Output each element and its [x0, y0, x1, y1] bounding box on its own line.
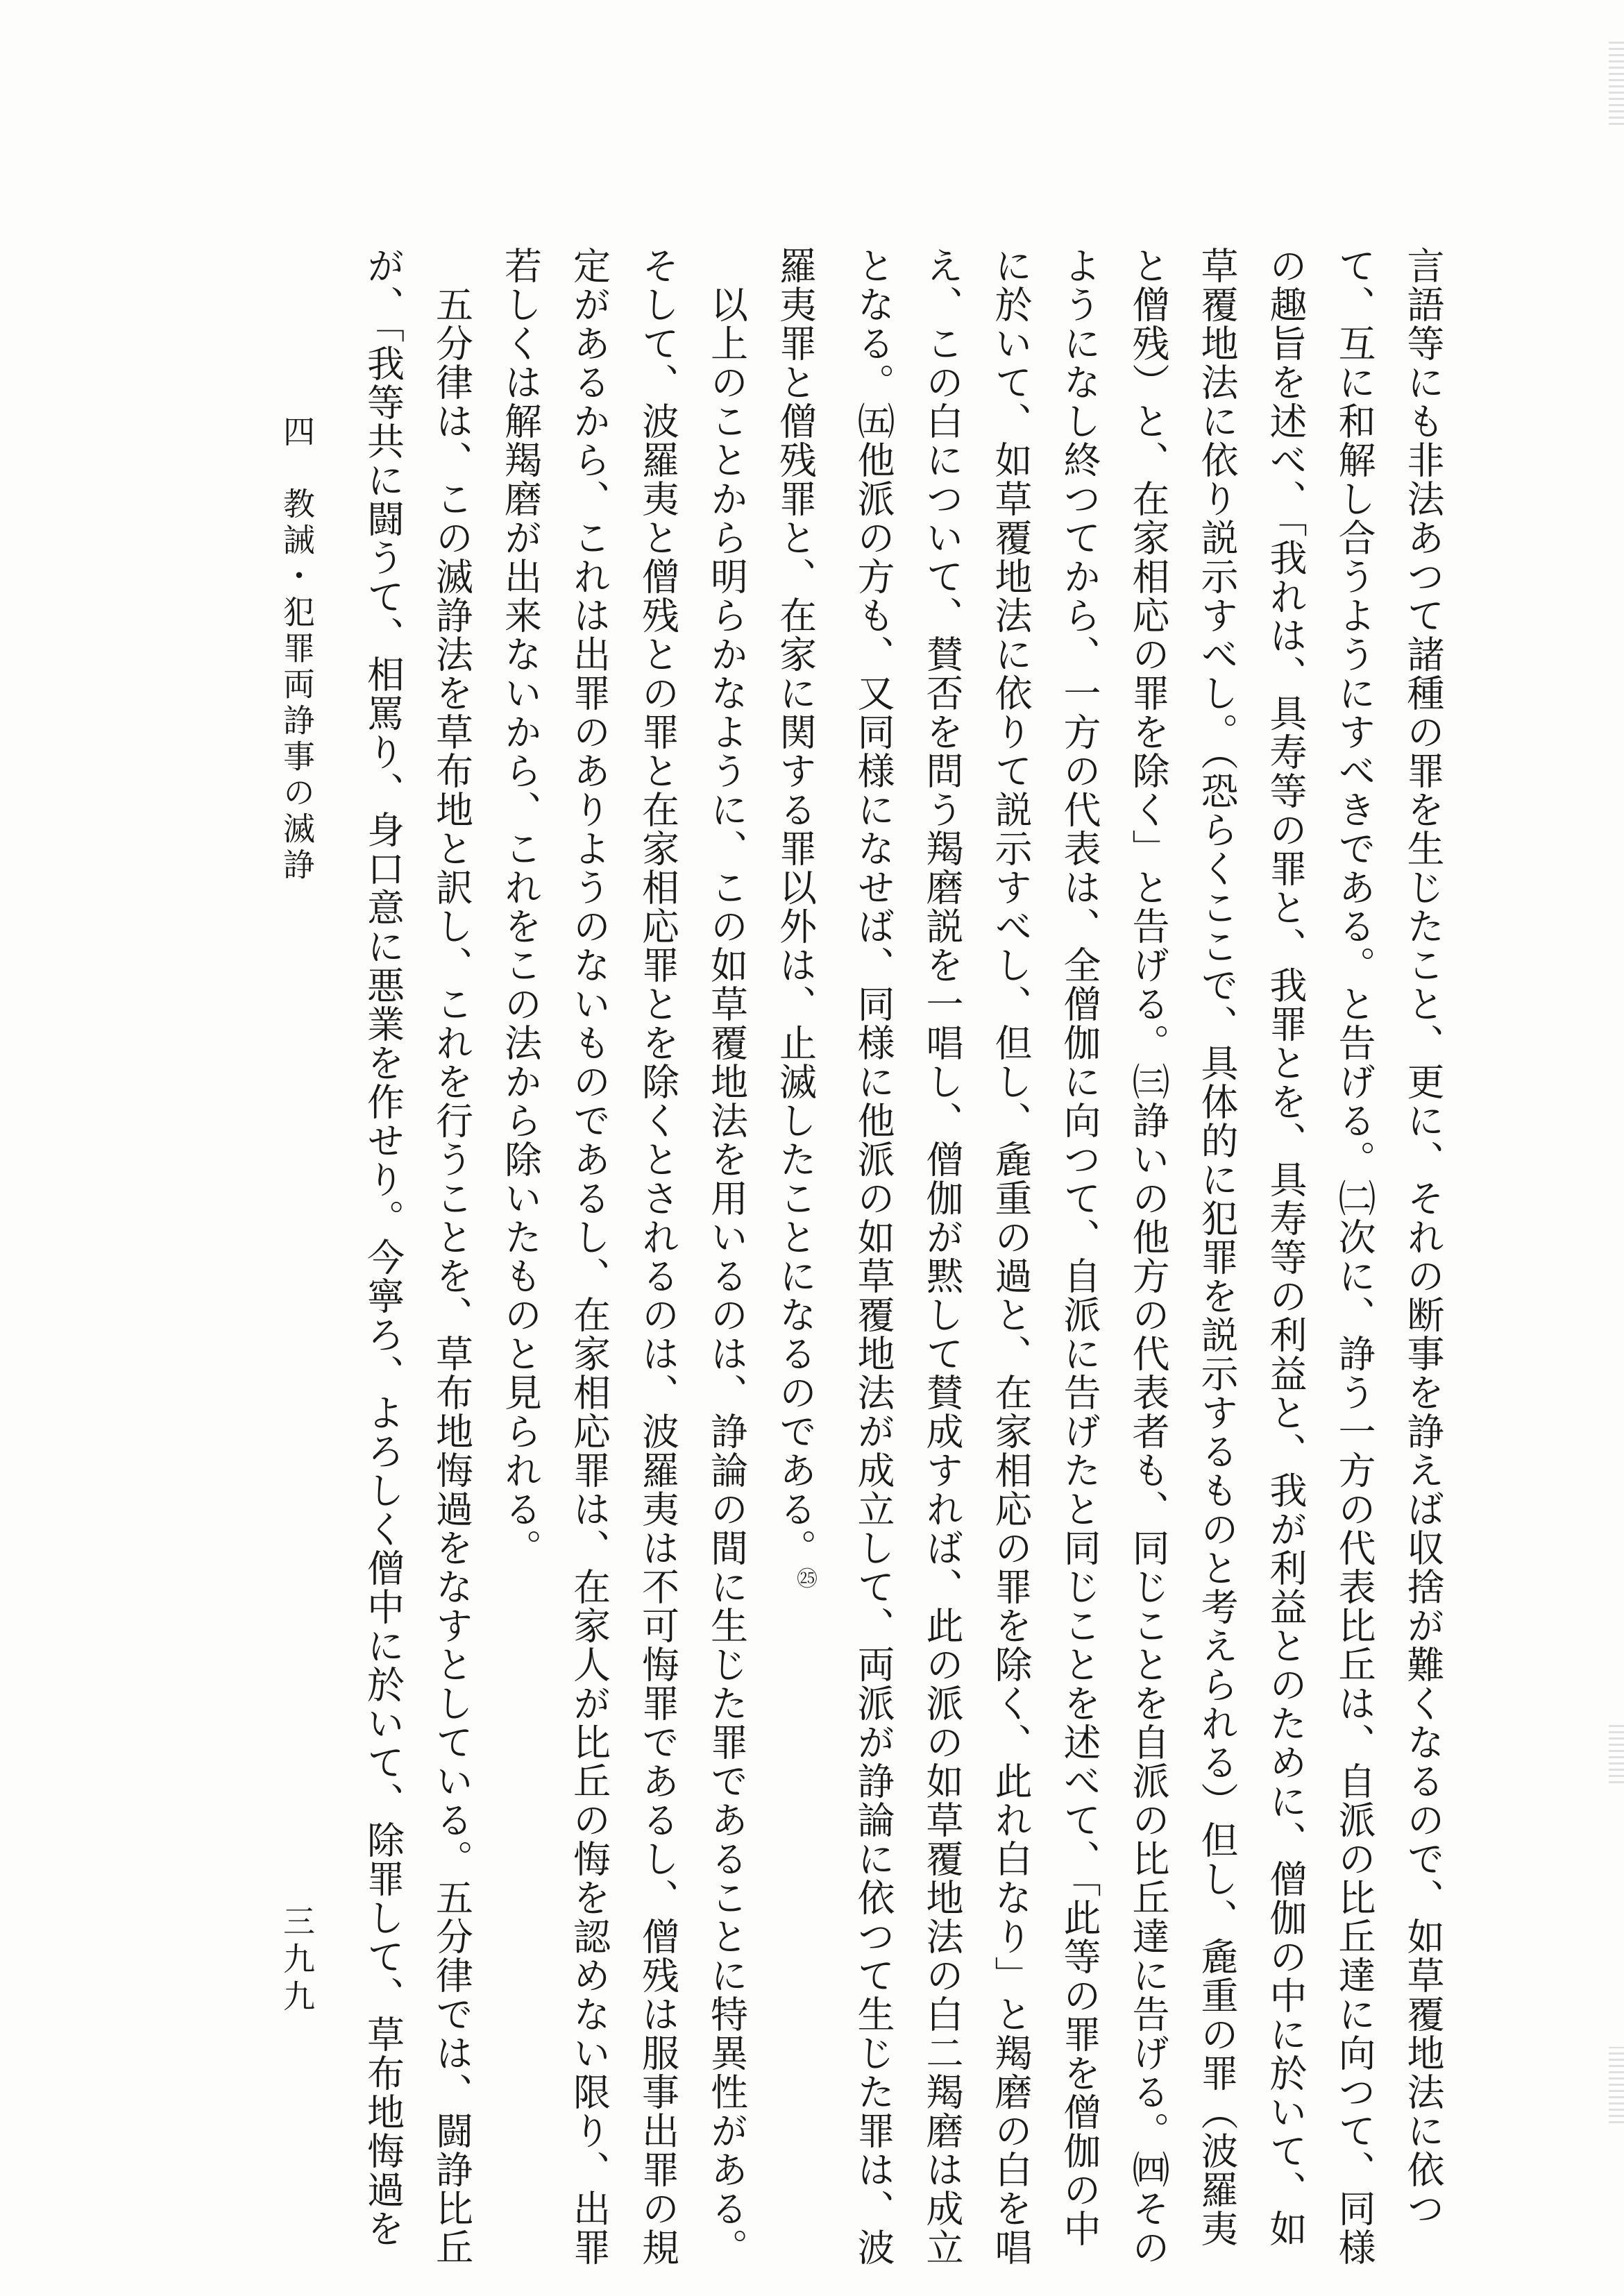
column-text: 草覆地法に依り説示すべし。（恐らくここで、具体的に犯罪を説示するものと考えられる）但し、麁重の罪（波羅夷: [1195, 246, 1239, 2248]
scan-edge-mark: [1609, 42, 1624, 125]
column-text: 五分律は、この滅諍法を草布地と訳し、これを行うことを、草布地悔過をなすとしている。五分律では、闘諍比丘: [430, 285, 474, 2267]
scan-edge-mark: [1609, 1721, 1624, 1783]
text-column: [418, 246, 487, 2267]
column-text: て、互に和解し合うようにすべきである。と告げる。㈡次に、諍う一方の代表比丘は、自派の比丘達に向つて、同様: [1333, 246, 1376, 2267]
text-column: [624, 246, 693, 2267]
column-text: の趣旨を述べ、「我れは、具寿等の罪と、我罪とを、具寿等の利益と、我が利益とのために、僧伽の中に於いて、如: [1264, 246, 1308, 2248]
text-column: [1251, 246, 1320, 2248]
column-text: 言語等にも非法あつて諸種の罪を生じたこと、更に、それの断事を諍えば収捨が難くなるので、如草覆地法に依つ: [1401, 246, 1445, 2228]
column-text: と僧残）と、在家相応の罪を除く」と告げる。㈢諍いの他方の代表者も、同じことを自派の比丘達に告げる。㈣その: [1126, 246, 1170, 2267]
column-text: 羅夷罪と僧残罪と、在家に関する罪以外は、止滅したことになるのである。: [773, 246, 818, 1567]
footnote-marker: ㉕: [793, 1567, 817, 1590]
running-head: 四 教誡・犯罪両諍事の滅諍: [278, 415, 316, 884]
text-column: [976, 246, 1045, 2267]
text-column: [839, 246, 908, 2267]
text-column: [349, 246, 418, 2248]
text-column: [1045, 246, 1114, 2248]
scan-edge-mark: [1609, 2047, 1624, 2123]
text-column: [1389, 246, 1457, 2228]
text-column: [1320, 246, 1389, 2267]
text-column: [1183, 246, 1251, 2248]
page-number: 三九九: [278, 1905, 316, 2017]
column-text: となる。㈤他派の方も、又同様になせば、同様に他派の如草覆地法が成立して、両派が諍論に依つて生じた罪は、波: [852, 246, 895, 2267]
column-text: に於いて、如草覆地法に依りて説示すべし、但し、麁重の過と、在家相応の罪を除く、此れ白なり」と羯磨の白を唱: [989, 246, 1033, 2267]
column-text: そして、波羅夷と僧残との罪と在家相応罪とを除くとされるのは、波羅夷は不可悔罪であるし、僧残は服事出罪の規: [636, 246, 680, 2267]
column-text: え、この白について、賛否を問う羯磨説を一唱し、僧伽が黙して賛成すれば、此の派の如草覆地法の白二羯磨は成立: [920, 246, 964, 2267]
text-column: [555, 246, 624, 2267]
column-text: 若しくは解羯磨が出来ないから、これをこの法から除いたものと見られる。: [498, 246, 543, 1567]
text-column: [761, 246, 840, 2078]
body-text: [361, 246, 1457, 2267]
column-text: 定があるから、これは出罪のありようのないものであるし、在家相応罪は、在家人が比丘の悔を認めない限り、出罪: [567, 246, 611, 2267]
column-text: 以上のことから明らかなように、この如草覆地法を用いるのは、諍論の間に生じた罪であることに特異性がある。: [704, 285, 749, 2267]
text-column: [693, 246, 761, 2267]
column-text: が、「我等共に闘うて、相罵り、身口意に悪業を作せり。今寧ろ、よろしく僧中に於いて、除罪して、草布地悔過を: [361, 246, 405, 2248]
column-text: ようになし終つてから、一方の代表は、全僧伽に向つて、自派に告げたと同じことを述べて、「此等の罪を僧伽の中: [1058, 246, 1101, 2248]
text-column: [1114, 246, 1183, 2267]
text-column: [908, 246, 976, 2267]
text-column: [487, 246, 555, 2078]
